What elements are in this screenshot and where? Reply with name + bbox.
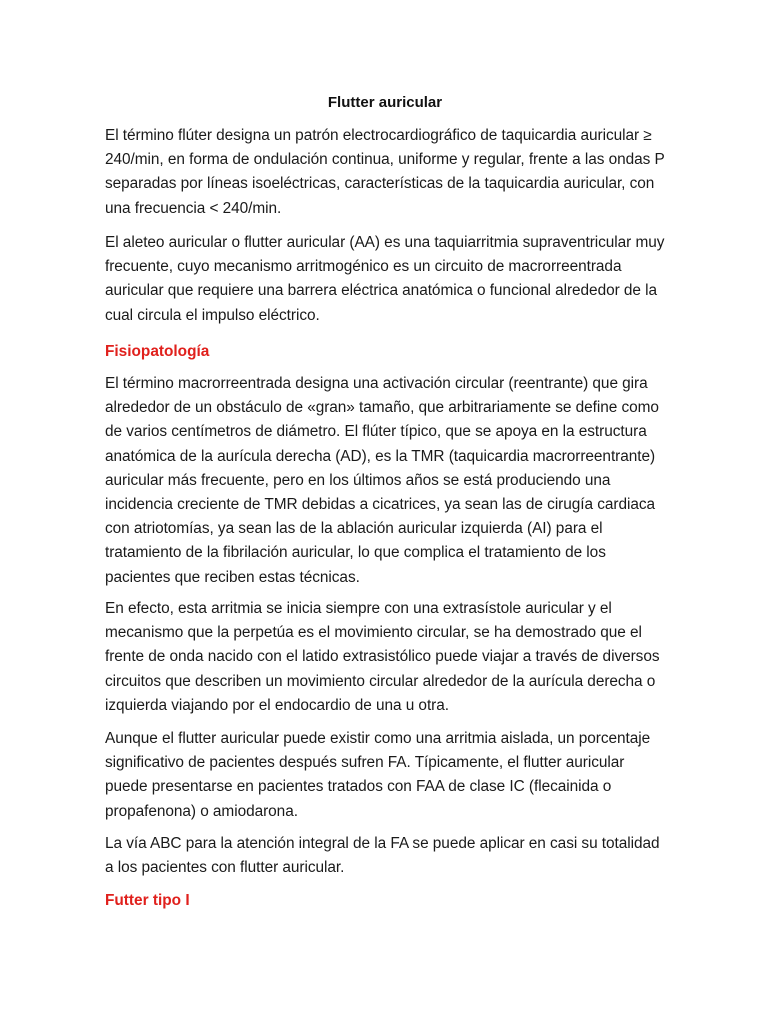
section-heading-fisiopatologia: Fisiopatología — [105, 343, 210, 360]
paragraph-aleteo: El aleteo auricular o flutter auricular (AA) es una taquiarritmia supraventricular muy frecuente, cuyo mecanismo arritmogénico es un circuito de macrorreentrada auricular que requiere una barrera eléctrica anatómica o funcional alrededor de la cual circula el impulso eléctrico. — [105, 234, 665, 324]
paragraph-arritmia-aislada: Aunque el flutter auricular puede existir como una arritmia aislada, un porcentaje significativo de pacientes después sufren FA. Típicamente, el flutter auricular puede presentarse en pacientes tratados con FAA de clase IC (flecainida o propafenona) o amiodarona. — [105, 730, 651, 820]
paragraph-macrorreentrada: El término macrorreentrada designa una activación circular (reentrante) que gira alrededor de un obstáculo de «gran» tamaño, que arbitrariamente se define como de varios centímetros de diámetro. El flúter típico, que se apoya en la estructura anatómica de la aurícula derecha (AD), es la TMR (taquicardia macrorreentrante) auricular más frecuente, pero en los últimos años se está produciendo una incidencia creciente de TMR debidas a cicatrices, ya sean las de cirugía cardiaca con atriotomías, ya sean las de la ablación auricular izquierda (AI) para el tratamiento de la fibrilación auricular, lo que complica el tratamiento de los pacientes que reciben estas técnicas. — [105, 375, 659, 586]
section-heading-futter-tipo-i: Futter tipo I — [105, 892, 190, 909]
paragraph-extrasistole: En efecto, esta arritmia se inicia siempre con una extrasístole auricular y el mecanismo que la perpetúa es el movimiento circular, se ha demostrado que el frente de onda nacido con el latido extrasistólico puede viajar a través de diversos circuitos que describen un movimiento circular alrededor de la aurícula derecha o izquierda viajando por el endocardio de una u otra. — [105, 600, 660, 714]
document-title: Flutter auricular — [327, 94, 443, 111]
paragraph-definition: El término flúter designa un patrón electrocardiográfico de taquicardia auricular ≥ 240/min, en forma de ondulación continua, uniforme y regular, frente a las ondas P separadas por líneas isoeléctricas, características de la taquicardia auricular, con una frecuencia < 240/min. — [105, 127, 665, 217]
paragraph-via-abc: La vía ABC para la atención integral de la FA se puede aplicar en casi su totalidad a los pacientes con flutter auricular. — [105, 835, 660, 877]
